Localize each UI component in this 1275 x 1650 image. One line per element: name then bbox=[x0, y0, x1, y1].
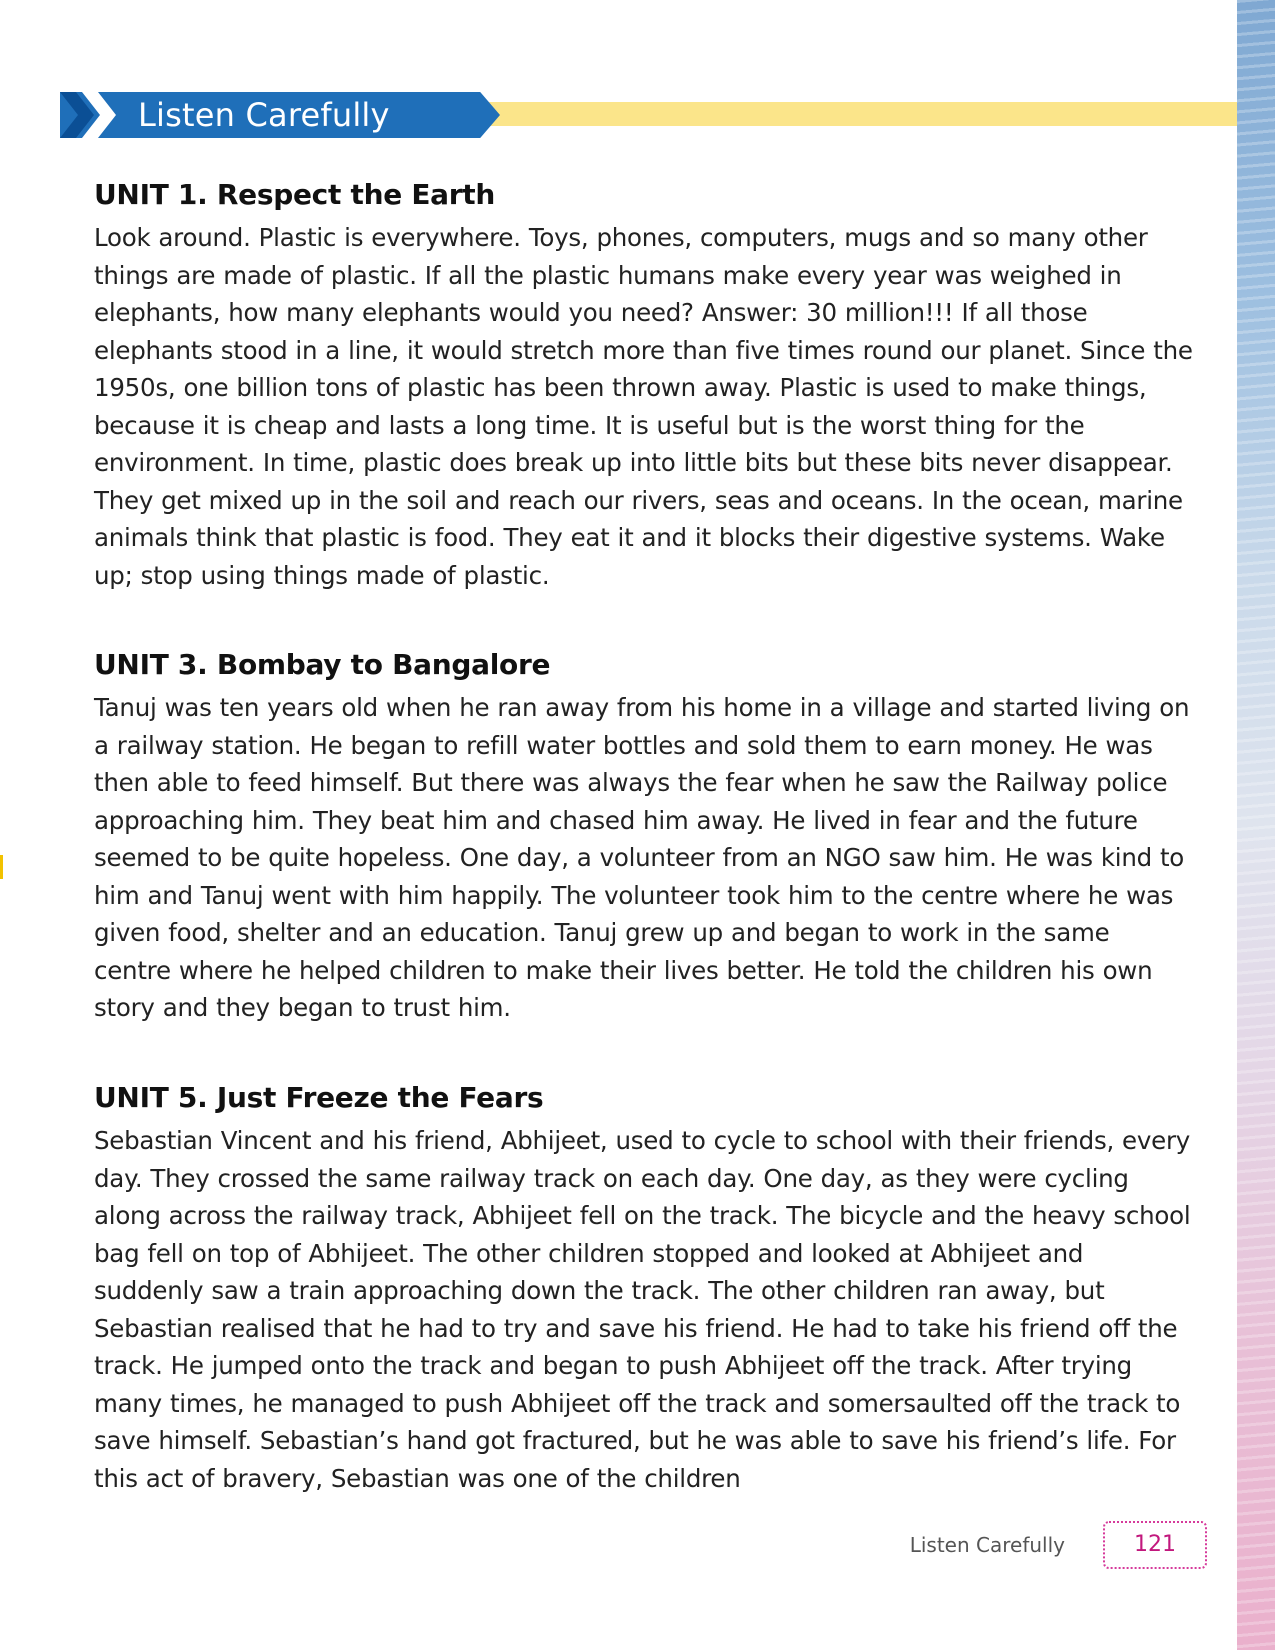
decorative-side-strip bbox=[1237, 0, 1275, 1650]
unit-3-body: Tanuj was ten years old when he ran away from his home in a village and started living on a railway station. He began to refill water bottles and sold them to earn money. He was then able to feed himself. But there was always the fear when he saw the Railway police approaching him. They beat him and chased him away. He lived in fear and the future seemed to be quite hopeless. One day, a volunteer from an NGO saw him. He was kind to him and Tanuj went with him happily. The volunteer took him to the centre where he was given food, shelter and an education. Tanuj grew up and began to work in the same centre where he helped children to make their lives better. He told the children his own story and they began to trust him. bbox=[94, 693, 1190, 1022]
page-number: 121 bbox=[1103, 1521, 1207, 1569]
unit-5-section bbox=[94, 1079, 1194, 1497]
unit-1-section bbox=[94, 176, 1194, 594]
unit-3-section bbox=[94, 646, 1194, 1027]
unit-5-body: Sebastian Vincent and his friend, Abhijeet, used to cycle to school with their friends, every day. They crossed the same railway track on each day. One day, as they were cycling along across the railway track, Abhijeet fell on the track. The bicycle and the heavy school bag fell on top of Abhijeet. The other children stopped and looked at Abhijeet and suddenly saw a train approaching down the track. The other children ran away, but Sebastian realised that he had to try and save his friend. He had to take his friend off the track. He jumped onto the track and began to push Abhijeet off the track. After trying many times, he managed to push Abhijeet off the track and somersaulted off the track to save himself. Sebastian’s hand got fractured, but he was able to save his friend’s life. For this act of bravery, Sebastian was one of the children bbox=[94, 1126, 1191, 1493]
double-chevron-icon bbox=[60, 92, 130, 138]
section-title: Listen Carefully bbox=[138, 96, 390, 134]
unit-1-heading: UNIT 1. Respect the Earth bbox=[94, 178, 495, 211]
unit-1-body: Look around. Plastic is everywhere. Toys, phones, computers, mugs and so many other things are made of plastic. If all the plastic humans make every year was weighed in elephants, how many elephants would you need? Answer: 30 million!!! If all those elephants stood in a line, it would stretch more than five times round our planet. Since the 1950s, one billion tons of plastic has been thrown away. Plastic is used to make things, because it is cheap and lasts a long time. It is useful but is the worst thing for the environment. In time, plastic does break up into little bits but these bits never disappear. They get mixed up in the soil and reach our rivers, seas and oceans. In the ocean, marine animals think that plastic is food. They eat it and it blocks their digestive systems. Wake up; stop using things made of plastic. bbox=[94, 223, 1193, 590]
unit-3-heading: UNIT 3. Bombay to Bangalore bbox=[94, 648, 551, 681]
unit-5-heading: UNIT 5. Just Freeze the Fears bbox=[94, 1081, 544, 1114]
header-accent-bar bbox=[470, 102, 1237, 126]
footer-section-label: Listen Carefully bbox=[909, 1533, 1065, 1557]
margin-marker bbox=[0, 855, 3, 879]
